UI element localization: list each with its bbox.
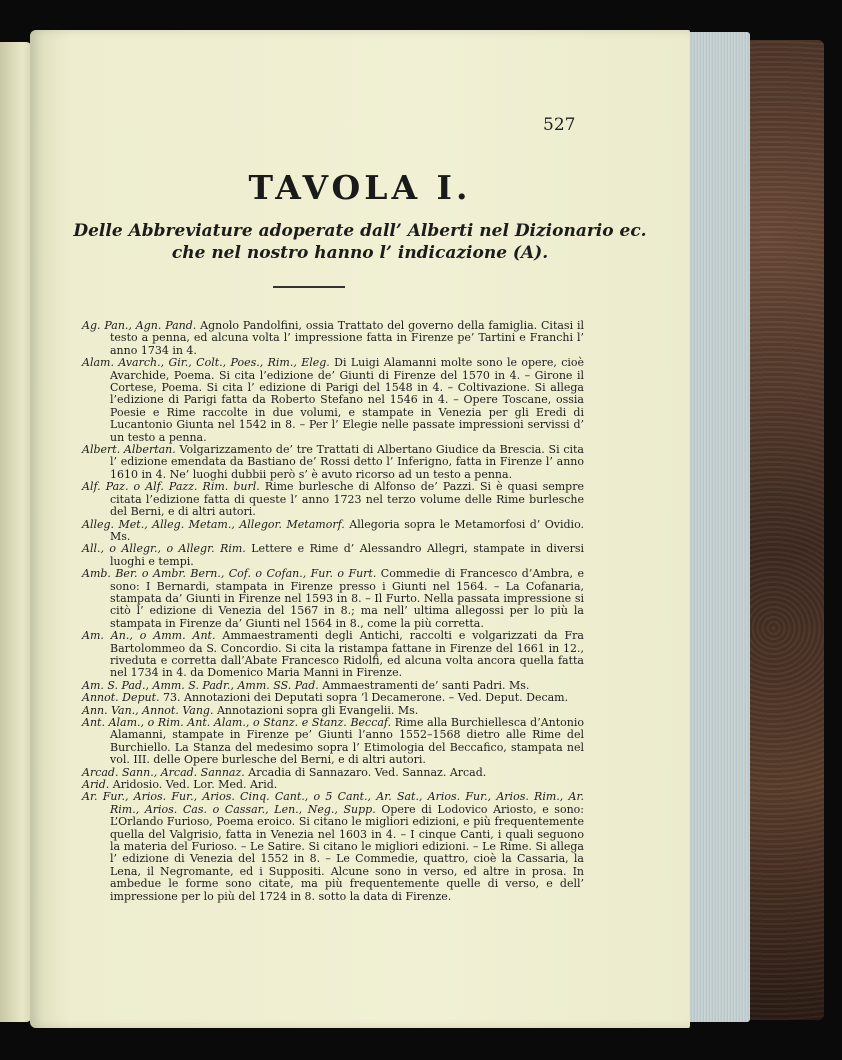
subtitle-line-1: Delle Abbreviature adoperate dall’ Alberti nel Dizionario ec. bbox=[73, 221, 647, 241]
entry-abbreviation: Alf. Paz. o Alf. Pazz. Rim. burl. bbox=[82, 480, 260, 494]
abbreviation-entry bbox=[82, 630, 584, 680]
abbreviation-entry bbox=[82, 717, 584, 767]
entry-text: Ammaestramenti degli Antichi, raccolti e volgarizzati da Fra Bartolommeo da S. Concordio. Si cita la ristampa fattane in Firenze del 1661 in 12., riveduta e corretta dall’Abate Francesco Ridolfi, ed alcuna volta ancora quella fatta nel 1734 in 4. da Domenico Maria Manni in Firenze. bbox=[110, 629, 584, 680]
entry-abbreviation: Ag. Pan., Agn. Pand. bbox=[82, 319, 197, 332]
entry-abbreviation: Arid. bbox=[82, 778, 110, 792]
entry-abbreviation: Ann. Van., Annot. Vang. bbox=[82, 703, 214, 717]
entry-text: Commedie di Francesco d’Ambra, e sono: I Bernardi, stampata in Firenze presso i Giunti nel 1564. – La Cofanaria, stampata da’ Giunti in Firenze nel 1593 in 8. – Il Furto. Nella passata impressione si citò l’ edizione di Venezia del 1567 in 8.; ma nell’ ultima allegossi per lo più la stampata in Firenze da’ Giunti nel 1564 in 8., come la più corretta. bbox=[110, 567, 585, 630]
abbreviation-entry bbox=[82, 791, 584, 903]
entry-abbreviation: Alam. Avarch., Gir., Colt., Poes., Rim., Eleg. bbox=[82, 356, 330, 370]
abbreviation-entry bbox=[82, 320, 584, 357]
subtitle-line-2: che nel nostro hanno l’ indicazione (A). bbox=[171, 243, 549, 263]
page-title: TAVOLA I. bbox=[248, 168, 472, 207]
entry-text: Ammaestramenti de’ santi Padri. Ms. bbox=[322, 678, 530, 692]
abbreviation-entry bbox=[82, 444, 584, 481]
abbreviation-entry bbox=[82, 543, 584, 568]
book-cover bbox=[740, 40, 824, 1020]
entry-abbreviation: Arcad. Sann., Arcad. Sannaz. bbox=[82, 765, 245, 779]
entry-abbreviation: Ar. Fur., Arios. Fur., Arios. Cinq. Cant., o 5 Cant., Ar. Sat., Arios. Fur., Arios. Rim., Ar. Rim., Arios. Cas. o Cassar., Len., Neg., Supp. bbox=[82, 790, 584, 816]
abbreviation-entry bbox=[82, 357, 584, 444]
entry-text: Volgarizzamento de’ tre Trattati di Albertano Giudice da Brescia. Si cita l’ edizione emendata da Bastiano de’ Rossi detto l’ Inferigno, fatta in Firenze l’ anno 1610 in 4. Ne’ luoghi dubbii però s’ è avuto ricorso ad un testo a penna. bbox=[110, 443, 584, 481]
entry-abbreviation: Albert. Albertan. bbox=[82, 443, 176, 457]
entry-abbreviation: All., o Allegr., o Allegr. Rim. bbox=[82, 542, 246, 556]
entry-text: Di Luigi Alamanni molte sono le opere, cioè Avarchide, Poema. Si cita l’edizione de’ Giunti di Firenze del 1570 in 4. – Girone il Cortese, Poema. Si cita l’ edizione di Parigi del 1548 in 4. – Coltivazione. Si allega l’edizione di Parigi fatta da Roberto Stefano nel 1546 in 4. – Opere Toscane, ossia Poesie e Rime raccolte in due volumi, e stampate in Venezia per gli Eredi di Lucantonio Giunta nel 1542 in 8. – Per l’ Elegie nelle passate impressioni servissi d’ un testo a penna. bbox=[110, 356, 585, 444]
entry-abbreviation: Ant. Alam., o Rim. Ant. Alam., o Stanz. e Stanz. Beccaf. bbox=[82, 716, 392, 729]
abbreviation-entry bbox=[82, 568, 584, 630]
page-subtitle bbox=[30, 220, 690, 264]
entry-text: Allegoria sopra le Metamorfosi d’ Ovidio. Ms. bbox=[110, 517, 584, 543]
entry-text: Rime alla Burchiellesca d’Antonio Alamanni, stampate in Firenze pe’ Giunti l’anno 1552–1568 dietro alle Rime del Burchiello. La Stanza del medesimo sopra l’ Etimologia del Beccafico, stampata nel vol. III. delle Opere burlesche del Berni, e di altri autori. bbox=[110, 716, 585, 767]
entry-abbreviation: Annot. Deput. bbox=[82, 691, 160, 705]
page-number: 527 bbox=[543, 115, 576, 135]
facing-page-edge bbox=[0, 42, 32, 1022]
entry-text: 73. Annotazioni dei Deputati sopra ’l Decamerone. – Ved. Deput. Decam. bbox=[163, 691, 569, 705]
abbreviation-entry bbox=[82, 519, 584, 544]
entry-text: Agnolo Pandolfini, ossia Trattato del governo della famiglia. Citasi il testo a penna, ed alcuna volta l’ impressione fatta in Firenze pe’ Tartini e Franchi l’ anno 1734 in 4. bbox=[110, 319, 584, 357]
entry-text: Arcadia di Sannazaro. Ved. Sannaz. Arcad. bbox=[248, 765, 487, 779]
entry-text: Opere di Lodovico Ariosto, e sono: L’Orlando Furioso, Poema eroico. Si citano le migliori edizioni, e più frequentemente quella del Valgrisio, fatta in Venezia nel 1603 in 4. – I cinque Canti, i quali seguono la materia del Furioso. – Le Satire. Si citano le migliori edizioni. – Le Rime. Si allega l’ edizione di Venezia del 1552 in 8. – Le Commedie, quattro, cioè la Cassaria, la Lena, il Negromante, ed i Suppositi. Alcune sono in verso, ed altre in prosa. In ambedue le forme sono citate, ma più frequentemente quelle di verso, e dell’ impressione per lo più del 1724 in 8. sotto la data di Firenze. bbox=[110, 802, 584, 903]
book-page bbox=[30, 30, 690, 1028]
entry-text: Lettere e Rime d’ Alessandro Allegri, stampate in diversi luoghi e tempi. bbox=[110, 542, 585, 568]
entry-text: Aridosio. Ved. Lor. Med. Arid. bbox=[112, 778, 278, 792]
entry-abbreviation: Alleg. Met., Alleg. Metam., Allegor. Metamorf. bbox=[82, 517, 345, 531]
abbreviation-list bbox=[82, 320, 584, 903]
abbreviation-entry bbox=[82, 481, 584, 518]
entry-text: Annotazioni sopra gli Evangelii. Ms. bbox=[216, 703, 419, 717]
title-rule bbox=[273, 286, 345, 288]
entry-abbreviation: Amb. Ber. o Ambr. Bern., Cof. o Cofan., Fur. o Furt. bbox=[82, 567, 377, 581]
page-edges bbox=[680, 32, 750, 1022]
entry-abbreviation: Am. S. Pad., Amm. S. Padr., Amm. SS. Pad. bbox=[82, 678, 319, 692]
entry-abbreviation: Am. An., o Amm. Ant. bbox=[82, 629, 216, 643]
entry-text: Rime burlesche di Alfonso de’ Pazzi. Si è quasi sempre citata l’edizione fatta di queste l’ anno 1723 nel terzo volume delle Rime burlesche del Berni, e di altri autori. bbox=[110, 480, 584, 519]
